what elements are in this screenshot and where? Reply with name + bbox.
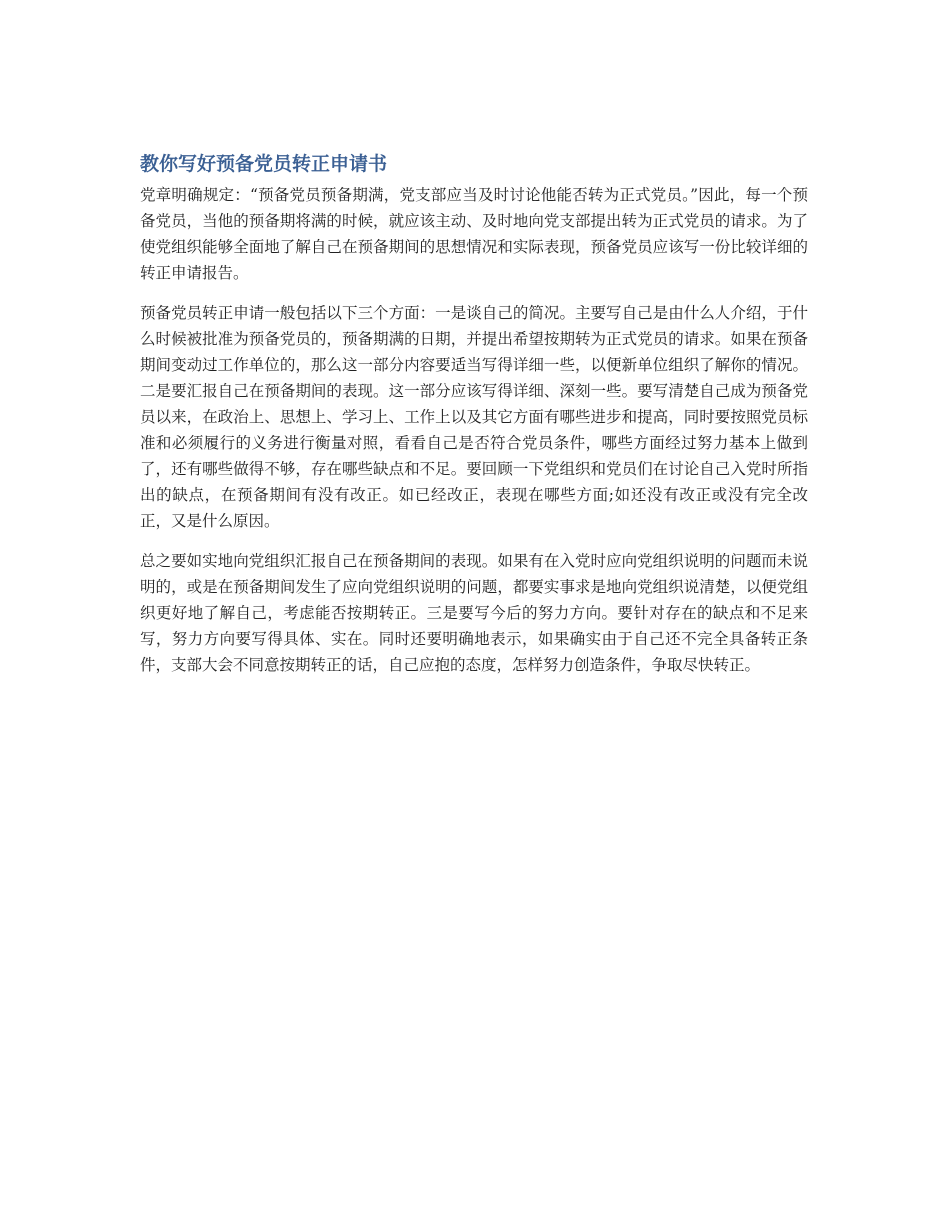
paragraph-3: 总之要如实地向党组织汇报自己在预备期间的表现。如果有在入党时应向党组织说明的问题而未说明的，或是在预备期间发生了应向党组织说明的问题，都要实事求是地向党组织说清楚，以便党组织更好地了解自己，考虑能否按期转正。三是要写今后的努力方向。要针对存在的缺点和不足来写，努力方向要写得具体、实在。同时还要明确地表示，如果确实由于自己还不完全具备转正条件，支部大会不同意按期转正的话，自己应抱的态度，怎样努力创造条件，争取尽快转正。: [140, 552, 808, 674]
paragraph-2: 预备党员转正申请一般包括以下三个方面：一是谈自己的简况。主要写自己是由什么人介绍，于什么时候被批准为预备党员的，预备期满的日期，并提出希望按期转为正式党员的请求。如果在预备期间变动过工作单位的，那么这一部分内容要适当写得详细一些，以便新单位组织了解你的情况。二是要汇报自己在预备期间的表现。这一部分应该写得详细、深刻一些。要写清楚自己成为预备党员以来，在政治上、思想上、学习上、工作上以及其它方面有哪些进步和提高，同时要按照党员标准和必须履行的义务进行衡量对照，看看自己是否符合党员条件，哪些方面经过努力基本上做到了，还有哪些做得不够，存在哪些缺点和不足。要回顾一下党组织和党员们在讨论自己入党时所指出的缺点，在预备期间有没有改正。如已经改正，表现在哪些方面;如还没有改正或没有完全改正，又是什么原因。: [140, 304, 808, 530]
paragraph-1: 党章明确规定：“预备党员预备期满，党支部应当及时讨论他能否转为正式党员。”因此，每一个预备党员，当他的预备期将满的时候，就应该主动、及时地向党支部提出转为正式党员的请求。为了使党组织能够全面地了解自己在预备期间的思想情况和实际表现，预备党员应该写一份比较详细的转正申请报告。: [140, 186, 808, 282]
document-page: [140, 150, 808, 692]
document-title: 教你写好预备党员转正申请书: [140, 153, 388, 175]
